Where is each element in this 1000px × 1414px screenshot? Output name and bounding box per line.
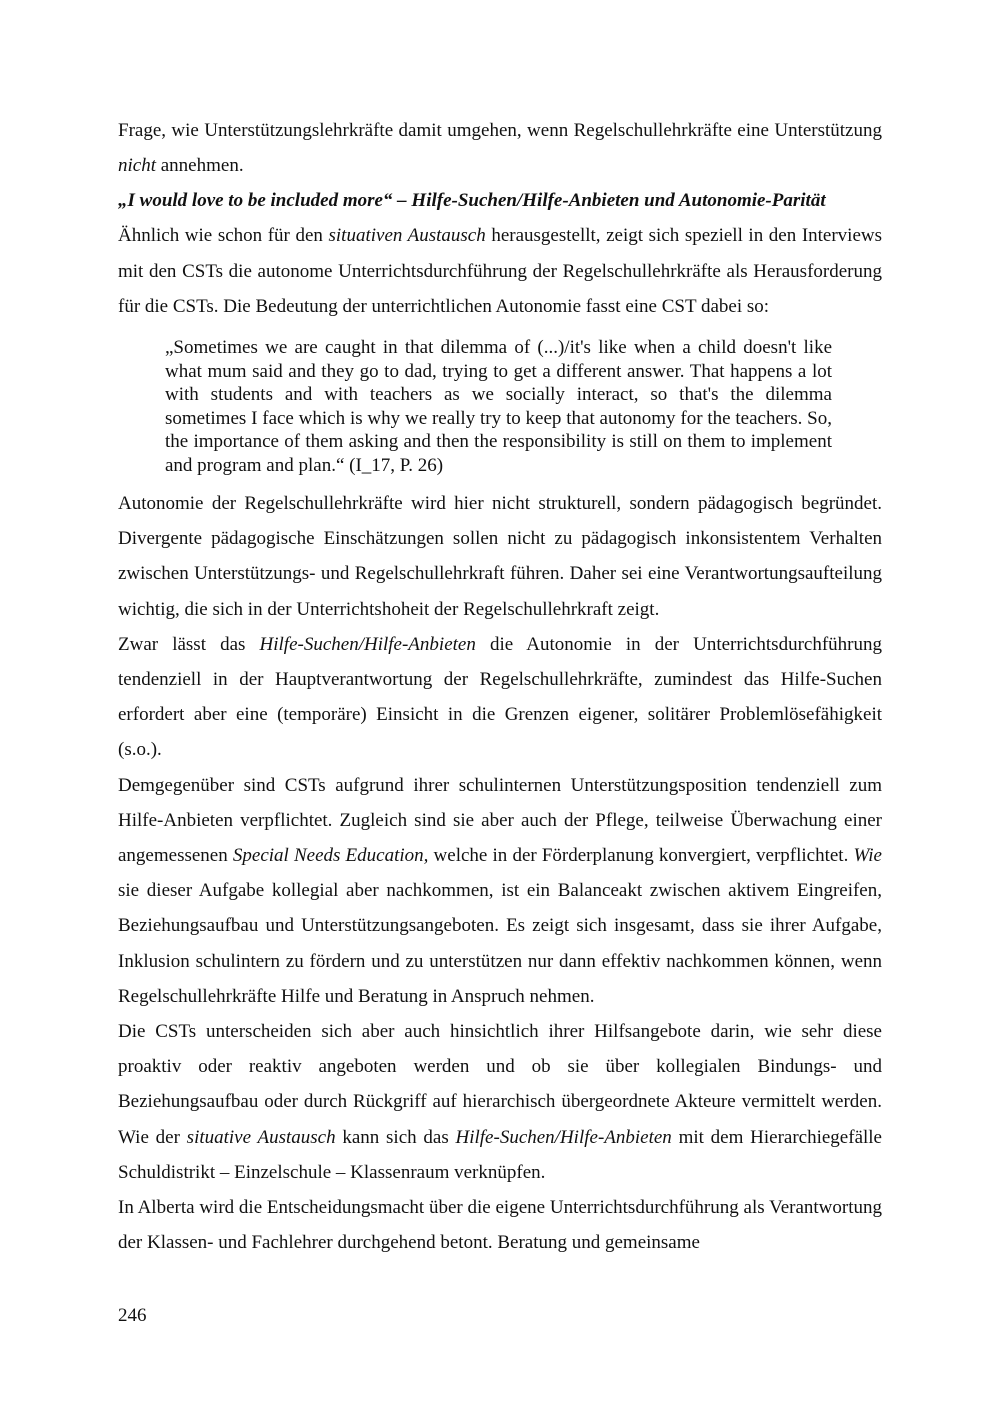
page-number: 246	[118, 1305, 147, 1326]
text-run: die Autonomie in der Unterrichtsdurchführung tendenziell in der Hauptverantwortung der Regelschullehrkräfte, zumindest das Hilfe-Suchen erfordert aber eine (temporäre) Einsicht in die Grenzen eigener, solitärer Problemlösefähigkeit (s.o.).	[118, 633, 882, 761]
paragraph-intro	[118, 113, 882, 183]
italic-text: situativen Austausch	[328, 225, 486, 247]
italic-text: Hilfe-Suchen/Hilfe-Anbieten	[455, 1126, 672, 1148]
text-run: welche in der Förderplanung konvergiert, verpflichtet.	[428, 845, 854, 867]
italic-text: Wie	[853, 845, 882, 867]
paragraph-help-offers	[118, 1014, 882, 1190]
text-run: Die CSTs unterscheiden sich aber auch hinsichtlich ihrer Hilfsangebote darin, wie sehr diese proaktiv oder reaktiv angeboten werden und ob sie über kollegialen Bindungs- und Beziehungsaufbau oder durch Rückgriff auf hierarchisch übergeordnete Akteure vermittelt werden. Wie der	[118, 1021, 882, 1148]
italic-text: Hilfe-Suchen/Hilfe-Anbieten	[259, 633, 476, 655]
text-run: Ähnlich wie schon für den	[118, 225, 329, 247]
text-run: Autonomie der Regelschullehrkräfte wird hier nicht strukturell, sondern pädagogisch begründet. Divergente pädagogische Einschätzungen sollen nicht zu pädagogisch inkonsistentem Verhalten zwischen Unterstützungs- und Regelschullehrkraft führen. Daher sei eine Verantwortungsaufteilung wichtig, die sich in der Unterrichtshoheit der Regelschullehrkraft zeigt.	[118, 493, 882, 620]
block-quote: „Sometimes we are caught in that dilemma of (...)/it's like when a child doesn't like what mum said and they go to dad, trying to get a different answer. That happens a lot with students and with teachers as we socially interact, so that's the dilemma sometimes I face which is why we really try to keep that autonomy for the teachers. So, the importance of them asking and then the responsibility is still on them to implement and program and plan.“ (I_17, P. 26)	[165, 337, 832, 476]
text-run: sie dieser Aufgabe kollegial aber nachkommen, ist ein Balanceakt zwischen aktivem Eingreifen, Beziehungsaufbau und Unterstützungsangeboten. Es zeigt sich insgesamt, dass sie ihrer Aufgabe, Inklusion schulintern zu fördern und zu unterstützen nur dann effektiv nachkommen können, wenn Regelschullehrkräfte Hilfe und Beratung in Anspruch nehmen.	[118, 880, 882, 1007]
text-run: In Alberta wird die Entscheidungsmacht über die eigene Unterrichtsdurchführung als Verantwortung der Klassen- und Fachlehrer durchgehend betont. Beratung und gemeinsame	[118, 1197, 882, 1254]
text-run: herausgestellt, zeigt sich speziell in den Interviews mit den CSTs die autonome Unterrichtsdurchführung der Regelschullehrkräfte als Herausforderung für die CSTs. Die Bedeutung der unterrichtlichen Autonomie fasst eine CST dabei so:	[118, 225, 883, 317]
page-body	[118, 113, 882, 1260]
text-run: kann sich das	[335, 1126, 456, 1148]
italic-text: Special Needs Education,	[232, 845, 429, 867]
text-run: Demgegenüber sind CSTs aufgrund ihrer schulinternen Unterstützungsposition tendenziell zum Hilfe-Anbieten verpflichtet. Zugleich sind sie aber auch der Pflege, teilweise Überwachung einer angemessenen	[118, 774, 882, 867]
italic-text: situative Austausch	[186, 1126, 336, 1148]
italic-text: nicht	[118, 155, 156, 177]
text-run: mit dem Hierarchiegefälle Schuldistrikt – Einzelschule – Klassenraum verknüpfen.	[118, 1126, 882, 1183]
section-heading: „I would love to be included more“ – Hilfe-Suchen/Hilfe-Anbieten und Autonomie-Parität	[118, 190, 826, 212]
paragraph-csts-duty	[118, 768, 882, 1014]
paragraph-help-seeking	[118, 627, 882, 768]
paragraph-pedagogical	[118, 486, 882, 627]
text-run: annehmen.	[156, 155, 244, 177]
paragraph-alberta	[118, 1190, 882, 1260]
text-run: Zwar lässt das	[118, 633, 260, 655]
text-run: Frage, wie Unterstützungslehrkräfte damit umgehen, wenn Regelschullehrkräfte eine Unterstützung	[118, 120, 882, 141]
paragraph-autonomy	[118, 218, 882, 324]
